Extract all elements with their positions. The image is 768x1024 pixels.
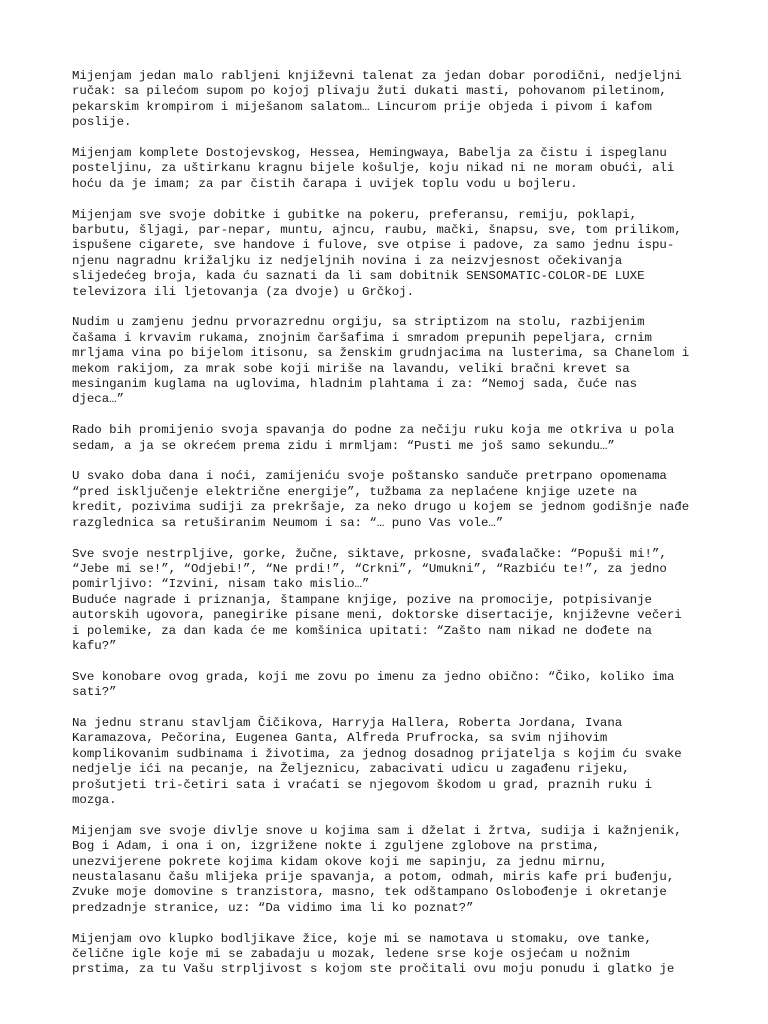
document-body: [72, 69, 712, 993]
paragraph-9: Na jednu stranu stavljam Čičikova, Harryja Hallera, Roberta Jordana, Ivana Karamazova, Pečorina, Eugenea Ganta, Alfreda Prufrocka, sa svim njihovim komplikovanim sudbinama i životima, za jednog dosadnog prijatelja s kojim ću svake nedjelje ići na pecanje, na Željeznicu, zabacivati udicu u zagađenu rijeku, prošutjeti tri-četiri sata i vraćati se njegovom škodom u grad, praznih ruku i mozga.: [72, 715, 682, 807]
paragraph-7: Sve svoje nestrpljive, gorke, žučne, siktave, prkosne, svađalačke: “Popuši mi!”, “Jebe mi se!”, “Odjebi!”, “Ne prdi!”, “Crkni”, “Umukni”, “Razbiću te!”, za jedno pomirljivo: “Izvini, nisam tako mislio…” Buduće nagrade i priznanja, štampane knjige, pozive na promocije, potpisivanje autorskih ugovora, panegirike pisane meni, doktorske disertacije, književne večeri i polemike, za dan kada će me komšinica upitati: “Zašto nam nikad ne dođete na kafu?”: [72, 546, 682, 653]
paragraph-4: Nudim u zamjenu jednu prvorazrednu orgiju, sa striptizom na stolu, razbijenim čašama i krvavim rukama, znojnim čaršafima i smradom prepunih pepeljara, crnim mrljama vina po bijelom itisonu, sa ženskim grudnjacima na lusterima, sa Chanelom i mekom rakijom, za mrak sobe koji miriše na lavandu, veliki bračni krevet sa mesinganim kuglama na uglovima, hladnim plahtama i za: “Nemoj sada, čuće nas djeca…”: [72, 315, 690, 407]
paragraph-10: Mijenjam sve svoje divlje snove u kojima sam i dželat i žrtva, sudija i kažnjenik, Bog i Adam, i ona i on, izgrižene nokte i zguljene zglobove na prstima, unezvijerene pokrete kojima kidam okove koji me sapinju, za jednu mirnu, neustalasanu čašu mlijeka prije spavanja, a potom, odmah, miris kafe pri buđenju, Zvuke moje domovine s tranzistora, masno, tek odštampano Oslobođenje i okretanje predzadnje stranice, uz: “Da vidimo ima li ko poznat?”: [72, 823, 682, 915]
paragraph-1: Mijenjam jedan malo rabljeni književni talenat za jedan dobar porodični, nedjeljni ručak: sa pilećom supom po kojoj plivaju žuti dukati masti, pohovanom piletinom, pekarskim krompirom i miješanom salatom… Lincurom prije objeda i pivom i kafom poslije.: [72, 69, 682, 130]
paragraph-6: U svako doba dana i noći, zamijeniću svoje poštansko sanduče pretrpano opomenama “pred isključenje električne energije”, tužbama za neplaćene knjige uzete na kredit, pozivima sudiji za prekršaje, za neko drugo u kojem se jednom godišnje nađe razglednica sa retuširanim Neumom i sa: “… puno Vas vole…”: [72, 469, 690, 530]
paragraph-11: Mijenjam ovo klupko bodljikave žice, koje mi se namotava u stomaku, ove tanke, čelične igle koje mi se zabadaju u mozak, ledene srse koje osjećam u nožnim prstima, za tu Vašu strpljivost s kojom ste pročitali ovu moju ponudu i glatko je: [72, 931, 675, 977]
paragraph-3: Mijenjam sve svoje dobitke i gubitke na pokeru, preferansu, remiju, poklapi, barbutu, šljagi, par-nepar, muntu, ajncu, raubu, mački, šnapsu, sve, tom prilikom, ispušene cigarete, sve handove i fulove, sve otpise i padove, za samo jednu ispu- njenu nagradnu križaljku iz nedjeljnih novina i za neizvjesnost očekivanja slijedećeg broja, kada ću saznati da li sam dobitnik SENSOMATIC-COLOR-DE LUXE televizora ili ljetovanja (za dvoje) u Grčkoj.: [72, 207, 682, 299]
paragraph-2: Mijenjam komplete Dostojevskog, Hessea, Hemingwaya, Babelja za čistu i ispeglanu posteljinu, za uštirkanu kragnu bijele košulje, koju nikad ni ne moram obući, ali hoću da je imam; za par čistih čarapa i uvijek toplu vodu u bojleru.: [72, 146, 675, 191]
paragraph-8: Sve konobare ovog grada, koji me zovu po imenu za jedno obično: “Čiko, koliko ima sati?”: [72, 669, 675, 700]
paragraph-5: Rado bih promijenio svoja spavanja do podne za nečiju ruku koja me otkriva u pola sedam, a ja se okrećem prema zidu i mrmljam: “Pusti me još samo sekundu…”: [72, 423, 675, 453]
